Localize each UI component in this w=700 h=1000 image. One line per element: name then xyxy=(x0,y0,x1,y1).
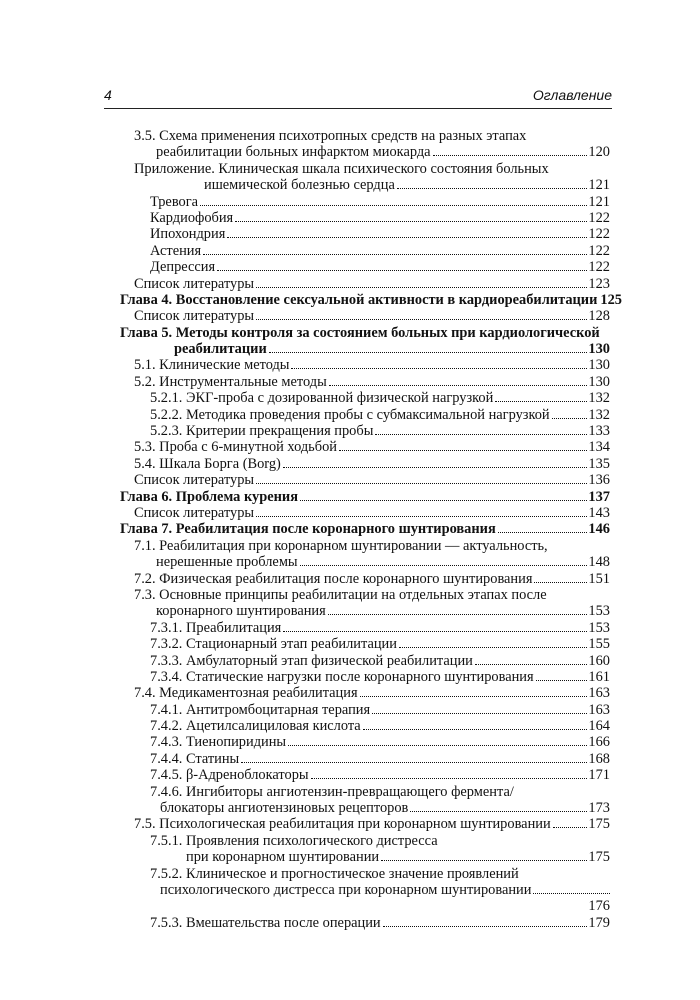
toc-entry xyxy=(120,374,610,390)
toc-entry xyxy=(120,734,610,750)
dot-leader xyxy=(328,614,588,615)
dot-leader xyxy=(300,500,587,501)
dot-leader xyxy=(269,352,588,353)
toc-entry-title: 5.2.2. Методика проведения пробы с субмаксимальной нагрузкой xyxy=(150,406,550,423)
toc-page-number: 121 xyxy=(588,193,610,210)
toc-entry-title: 7.3.1. Преабилитация xyxy=(150,619,282,636)
dot-leader xyxy=(552,418,588,419)
toc-entry-title: 7.3.4. Статические нагрузки после коронарного шунтирования xyxy=(150,668,534,685)
dot-leader xyxy=(375,434,587,435)
toc-entry-title: Список литературы xyxy=(134,275,255,292)
dot-leader xyxy=(433,155,588,156)
toc-page-number: 121 xyxy=(588,177,610,194)
toc-entry xyxy=(120,341,610,357)
toc-entry-title: Глава 5. Методы контроля за состоянием больных при кардиологической xyxy=(120,324,600,341)
toc-entry xyxy=(120,718,610,734)
toc-entry xyxy=(120,210,610,226)
toc-entry xyxy=(120,439,610,455)
toc-entry xyxy=(120,144,610,160)
dot-leader xyxy=(372,713,587,714)
toc-entry xyxy=(120,620,610,636)
toc-entry xyxy=(120,685,610,701)
dot-leader xyxy=(536,680,588,681)
toc-entry-title: Тревога xyxy=(150,193,199,210)
toc-page-number: 179 xyxy=(588,914,610,931)
toc-entry xyxy=(120,325,610,341)
toc-page-number: 130 xyxy=(588,357,610,374)
toc-entry xyxy=(120,259,610,275)
dot-leader xyxy=(360,696,588,697)
toc-entry xyxy=(120,505,610,521)
table-of-contents xyxy=(120,128,622,931)
toc-entry xyxy=(120,128,610,144)
toc-entry xyxy=(120,489,610,505)
toc-entry xyxy=(120,702,610,718)
toc-page-number: 122 xyxy=(588,242,610,259)
dot-leader xyxy=(363,729,588,730)
dot-leader xyxy=(329,385,588,386)
toc-entry xyxy=(120,521,610,537)
dot-leader xyxy=(311,778,588,779)
toc-page-number: 123 xyxy=(588,275,610,292)
toc-entry xyxy=(120,554,610,570)
toc-entry-title: 7.4.4. Статины xyxy=(150,750,240,767)
toc-page-number: 125 xyxy=(600,291,622,308)
dot-leader xyxy=(256,319,587,320)
toc-page-number: 175 xyxy=(588,849,610,866)
dot-leader xyxy=(399,647,587,648)
dot-leader xyxy=(235,221,587,222)
toc-entry-title: реабилитации xyxy=(174,341,267,358)
toc-entry-title: 5.2.3. Критерии прекращения пробы xyxy=(150,423,374,440)
dot-leader xyxy=(288,745,587,746)
dot-leader xyxy=(495,401,587,402)
toc-entry xyxy=(120,636,610,652)
toc-entry-title: Глава 6. Проблема курения xyxy=(120,488,298,505)
toc-entry xyxy=(120,161,610,177)
running-title: Оглавление xyxy=(532,87,612,103)
toc-entry-title: 7.1. Реабилитация при коронарном шунтировании — актуальность, xyxy=(134,537,548,554)
dot-leader xyxy=(300,565,588,566)
toc-page-number: 171 xyxy=(588,767,610,784)
toc-page-number: 135 xyxy=(588,455,610,472)
toc-entry xyxy=(120,390,610,406)
toc-entry-title: психологического дистресса при коронарном шунтировании xyxy=(160,881,532,898)
toc-entry xyxy=(120,784,610,800)
toc-entry xyxy=(120,587,610,603)
toc-entry-title: Приложение. Клиническая шкала психического состояния больных xyxy=(134,160,549,177)
toc-entry xyxy=(120,407,610,423)
dot-leader xyxy=(553,827,588,828)
toc-page-number: 136 xyxy=(588,472,610,489)
toc-entry-title: Список литературы xyxy=(134,308,255,325)
toc-page-number: 122 xyxy=(588,226,610,243)
toc-page-number: 137 xyxy=(588,488,610,505)
toc-page-number: 161 xyxy=(588,668,610,685)
toc-entry xyxy=(120,849,610,865)
toc-entry xyxy=(120,456,610,472)
dot-leader xyxy=(256,516,587,517)
dot-leader xyxy=(383,926,588,927)
toc-page-number: 133 xyxy=(588,423,610,440)
dot-leader xyxy=(256,483,587,484)
toc-page-number: 168 xyxy=(588,750,610,767)
toc-entry-title: 7.4.3. Тиенопиридины xyxy=(150,734,287,751)
dot-leader xyxy=(241,762,587,763)
toc-entry xyxy=(120,194,610,210)
dot-leader xyxy=(227,237,587,238)
toc-entry-title: Глава 7. Реабилитация после коронарного шунтирования xyxy=(120,521,496,538)
toc-entry-title: 7.2. Физическая реабилитация после коронарного шунтирования xyxy=(134,570,533,587)
toc-entry-title: 5.4. Шкала Борга (Borg) xyxy=(134,455,281,472)
toc-entry-title: Список литературы xyxy=(134,472,255,489)
toc-entry-title: Депрессия xyxy=(150,259,216,276)
toc-entry-title: нерешенные проблемы xyxy=(156,554,298,571)
dot-leader xyxy=(291,368,587,369)
toc-entry-title: 5.3. Проба с 6-минутной ходьбой xyxy=(134,439,337,456)
toc-page-number: 120 xyxy=(588,144,610,161)
dot-leader xyxy=(534,582,587,583)
toc-entry-title: 3.5. Схема применения психотропных средств на разных этапах xyxy=(134,128,527,144)
toc-page-number: 134 xyxy=(588,439,610,456)
toc-entry xyxy=(120,538,610,554)
toc-entry xyxy=(120,226,610,242)
toc-page-number: 164 xyxy=(588,718,610,735)
toc-entry xyxy=(120,898,610,914)
toc-entry-title: 5.2.1. ЭКГ-проба с дозированной физической нагрузкой xyxy=(150,390,494,407)
toc-page-number: 153 xyxy=(588,619,610,636)
dot-leader xyxy=(533,893,610,894)
toc-entry-title: Глава 4. Восстановление сексуальной активности в кардиореабилитации xyxy=(120,291,598,308)
toc-entry xyxy=(120,767,610,783)
toc-page-number: 166 xyxy=(588,734,610,751)
toc-entry xyxy=(120,669,610,685)
toc-entry-title: реабилитации больных инфарктом миокарда xyxy=(156,144,431,161)
toc-entry xyxy=(120,177,610,193)
toc-entry-title: 7.5.3. Вмешательства после операции xyxy=(150,914,381,931)
toc-entry-title: 7.4.6. Ингибиторы ангиотензин-превращающего фермента/ xyxy=(150,783,514,800)
toc-entry-title: Список литературы xyxy=(134,504,255,521)
toc-entry xyxy=(120,882,610,898)
toc-entry xyxy=(120,423,610,439)
toc-page-number: 173 xyxy=(588,800,610,817)
dot-leader xyxy=(475,664,588,665)
toc-entry xyxy=(120,243,610,259)
toc-page-number: 175 xyxy=(588,816,610,833)
toc-page-number: 143 xyxy=(588,504,610,521)
toc-entry-title: 7.5. Психологическая реабилитация при коронарном шунтировании xyxy=(134,816,551,833)
toc-entry-title: Астения xyxy=(150,242,202,259)
toc-entry-title: 7.4.1. Антитромбоцитарная терапия xyxy=(150,701,371,718)
toc-page-number: 151 xyxy=(588,570,610,587)
dot-leader xyxy=(200,205,587,206)
toc-entry-title: при коронарном шунтировании xyxy=(186,849,380,866)
toc-entry xyxy=(120,800,610,816)
toc-entry-title: 7.3. Основные принципы реабилитации на отдельных этапах после xyxy=(134,586,547,603)
toc-page-number: 155 xyxy=(588,636,610,653)
toc-entry-title: коронарного шунтирования xyxy=(156,603,326,620)
toc-entry-title: 7.5.1. Проявления психологического дистресса xyxy=(150,832,438,849)
toc-entry-title: 7.3.2. Стационарный этап реабилитации xyxy=(150,636,397,653)
toc-page-number: 153 xyxy=(588,603,610,620)
toc-entry xyxy=(120,276,610,292)
toc-entry-title: 7.4. Медикаментозная реабилитация xyxy=(134,685,358,702)
toc-entry xyxy=(120,571,610,587)
toc-entry xyxy=(120,357,610,373)
toc-entry xyxy=(120,915,610,931)
dot-leader xyxy=(283,467,588,468)
toc-entry-title: 7.3.3. Амбулаторный этап физической реабилитации xyxy=(150,652,473,669)
toc-entry xyxy=(120,833,610,849)
toc-page-number: 163 xyxy=(588,701,610,718)
toc-page-number: 130 xyxy=(588,341,610,358)
running-header xyxy=(104,84,612,109)
toc-entry-title: Кардиофобия xyxy=(150,209,234,226)
dot-leader xyxy=(410,811,587,812)
toc-page-number: 176 xyxy=(588,898,610,915)
toc-page-number: 132 xyxy=(588,390,610,407)
toc-entry xyxy=(120,308,610,324)
toc-page-number: 163 xyxy=(588,685,610,702)
toc-entry-title: Ипохондрия xyxy=(150,226,226,243)
toc-page-number: 128 xyxy=(588,308,610,325)
dot-leader xyxy=(339,450,587,451)
dot-leader xyxy=(498,532,588,533)
toc-entry xyxy=(120,866,610,882)
toc-entry-title: 7.5.2. Клиническое и прогностическое значение проявлений xyxy=(150,865,519,882)
toc-entry xyxy=(120,603,610,619)
toc-page-number: 160 xyxy=(588,652,610,669)
toc-entry-title: 7.4.5. β-Адреноблокаторы xyxy=(150,767,309,784)
toc-page-number: 132 xyxy=(588,406,610,423)
toc-entry xyxy=(120,751,610,767)
toc-entry xyxy=(120,291,622,308)
toc-page-number: 122 xyxy=(588,209,610,226)
dot-leader xyxy=(217,270,587,271)
toc-page-number: 148 xyxy=(588,554,610,571)
toc-entry xyxy=(120,653,610,669)
toc-entry-title: 5.2. Инструментальные методы xyxy=(134,373,327,390)
toc-entry-title: блокаторы ангиотензиновых рецепторов xyxy=(160,800,409,817)
page-number: 4 xyxy=(104,87,112,103)
toc-entry xyxy=(120,472,610,488)
toc-entry-title: 7.4.2. Ацетилсалициловая кислота xyxy=(150,718,361,735)
toc-page-number: 146 xyxy=(588,521,610,538)
toc-entry-title: ишемической болезнью сердца xyxy=(204,177,395,194)
dot-leader xyxy=(283,631,587,632)
dot-leader xyxy=(256,287,587,288)
toc-entry-title: 5.1. Клинические методы xyxy=(134,357,290,374)
dot-leader xyxy=(203,254,587,255)
toc-entry xyxy=(120,816,610,832)
toc-page-number: 122 xyxy=(588,259,610,276)
dot-leader xyxy=(381,860,587,861)
dot-leader xyxy=(397,188,588,189)
toc-page-number: 130 xyxy=(588,373,610,390)
